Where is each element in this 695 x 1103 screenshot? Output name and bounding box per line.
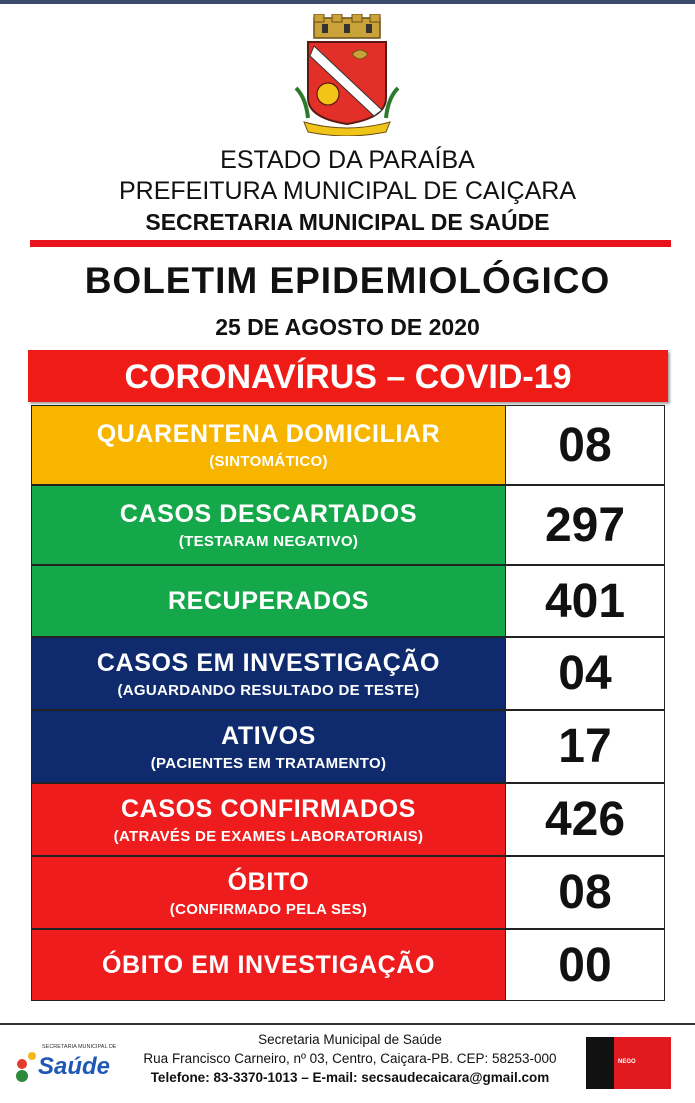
stat-row-deaths-investigation <box>31 929 665 1001</box>
footer-address: Rua Francisco Carneiro, nº 03, Centro, Caiçara-PB. CEP: 58253-000 <box>143 1051 557 1066</box>
stat-value: 17 <box>505 710 665 783</box>
stat-value: 426 <box>505 783 665 856</box>
stat-label: ATIVOS <box>221 721 316 750</box>
stat-row-deaths <box>31 856 665 929</box>
stat-row-discarded <box>31 485 665 565</box>
stat-label: RECUPERADOS <box>167 586 370 615</box>
municipal-flag-icon <box>586 1037 671 1089</box>
stat-label: CASOS EM INVESTIGAÇÃO <box>96 648 441 677</box>
stat-label-cell <box>31 710 505 783</box>
stat-label-cell <box>31 783 505 856</box>
stat-sublabel: (AGUARDANDO RESULTADO DE TESTE) <box>117 681 420 699</box>
svg-text:Saúde: Saúde <box>38 1053 111 1080</box>
covid-banner: CORONAVÍRUS – COVID-19 <box>28 350 668 402</box>
stat-label: QUARENTENA DOMICILIAR <box>96 420 441 448</box>
stat-row-active <box>31 710 665 783</box>
stat-value: 297 <box>505 485 665 565</box>
stat-label: CASOS DESCARTADOS <box>119 500 418 528</box>
stat-sublabel: (TESTARAM NEGATIVO) <box>178 533 359 550</box>
municipal-coat-of-arms-icon <box>290 14 404 136</box>
stat-sublabel: (PACIENTES EM TRATAMENTO) <box>150 754 387 772</box>
stat-label: ÓBITO EM INVESTIGAÇÃO <box>102 950 435 979</box>
secretariat-name: SECRETARIA MUNICIPAL DE SAÚDE <box>145 209 550 235</box>
stat-label-cell <box>31 856 505 929</box>
stat-value: 00 <box>505 929 665 1001</box>
bulletin-title: BOLETIM EPIDEMIOLÓGICO <box>84 260 611 301</box>
footer-contact: Telefone: 83-3370-1013 – E-mail: secsaudecaicara@gmail.com <box>150 1070 550 1085</box>
svg-text:SECRETARIA MUNICIPAL DE: SECRETARIA MUNICIPAL DE <box>42 1044 116 1050</box>
footer-title: Secretaria Municipal de Saúde <box>258 1032 442 1047</box>
stat-label-cell <box>31 929 505 1001</box>
stat-label: ÓBITO <box>227 867 310 896</box>
flag-black-stripe <box>586 1037 614 1089</box>
prefecture-name: PREFEITURA MUNICIPAL DE CAIÇARA <box>118 177 577 205</box>
header-divider <box>30 240 671 247</box>
stat-row-quarantine <box>31 405 665 485</box>
stat-label-cell <box>31 485 505 565</box>
top-border <box>0 0 695 4</box>
stat-value: 04 <box>505 637 665 710</box>
stat-label-cell <box>31 637 505 710</box>
stat-label: CASOS CONFIRMADOS <box>121 794 416 823</box>
stat-value: 401 <box>505 565 665 637</box>
stat-row-investigation <box>31 637 665 710</box>
state-name: ESTADO DA PARAÍBA <box>220 146 475 174</box>
flag-text: NEGO <box>618 1059 636 1065</box>
stat-value: 08 <box>505 405 665 485</box>
footer-info <box>118 1030 582 1087</box>
bulletin-date: 25 DE AGOSTO DE 2020 <box>215 314 480 340</box>
stat-label-cell <box>31 565 505 637</box>
stat-sublabel: (CONFIRMADO PELA SES) <box>169 900 368 918</box>
stat-row-confirmed <box>31 783 665 856</box>
stat-label-cell <box>31 405 505 485</box>
stat-value: 08 <box>505 856 665 929</box>
stat-row-recovered <box>31 565 665 637</box>
stat-sublabel: (ATRAVÉS DE EXAMES LABORATORIAIS) <box>113 827 424 845</box>
saude-logo-icon <box>12 1036 116 1086</box>
stat-sublabel: (SINTOMÁTICO) <box>209 453 328 470</box>
footer-divider <box>0 1023 695 1025</box>
